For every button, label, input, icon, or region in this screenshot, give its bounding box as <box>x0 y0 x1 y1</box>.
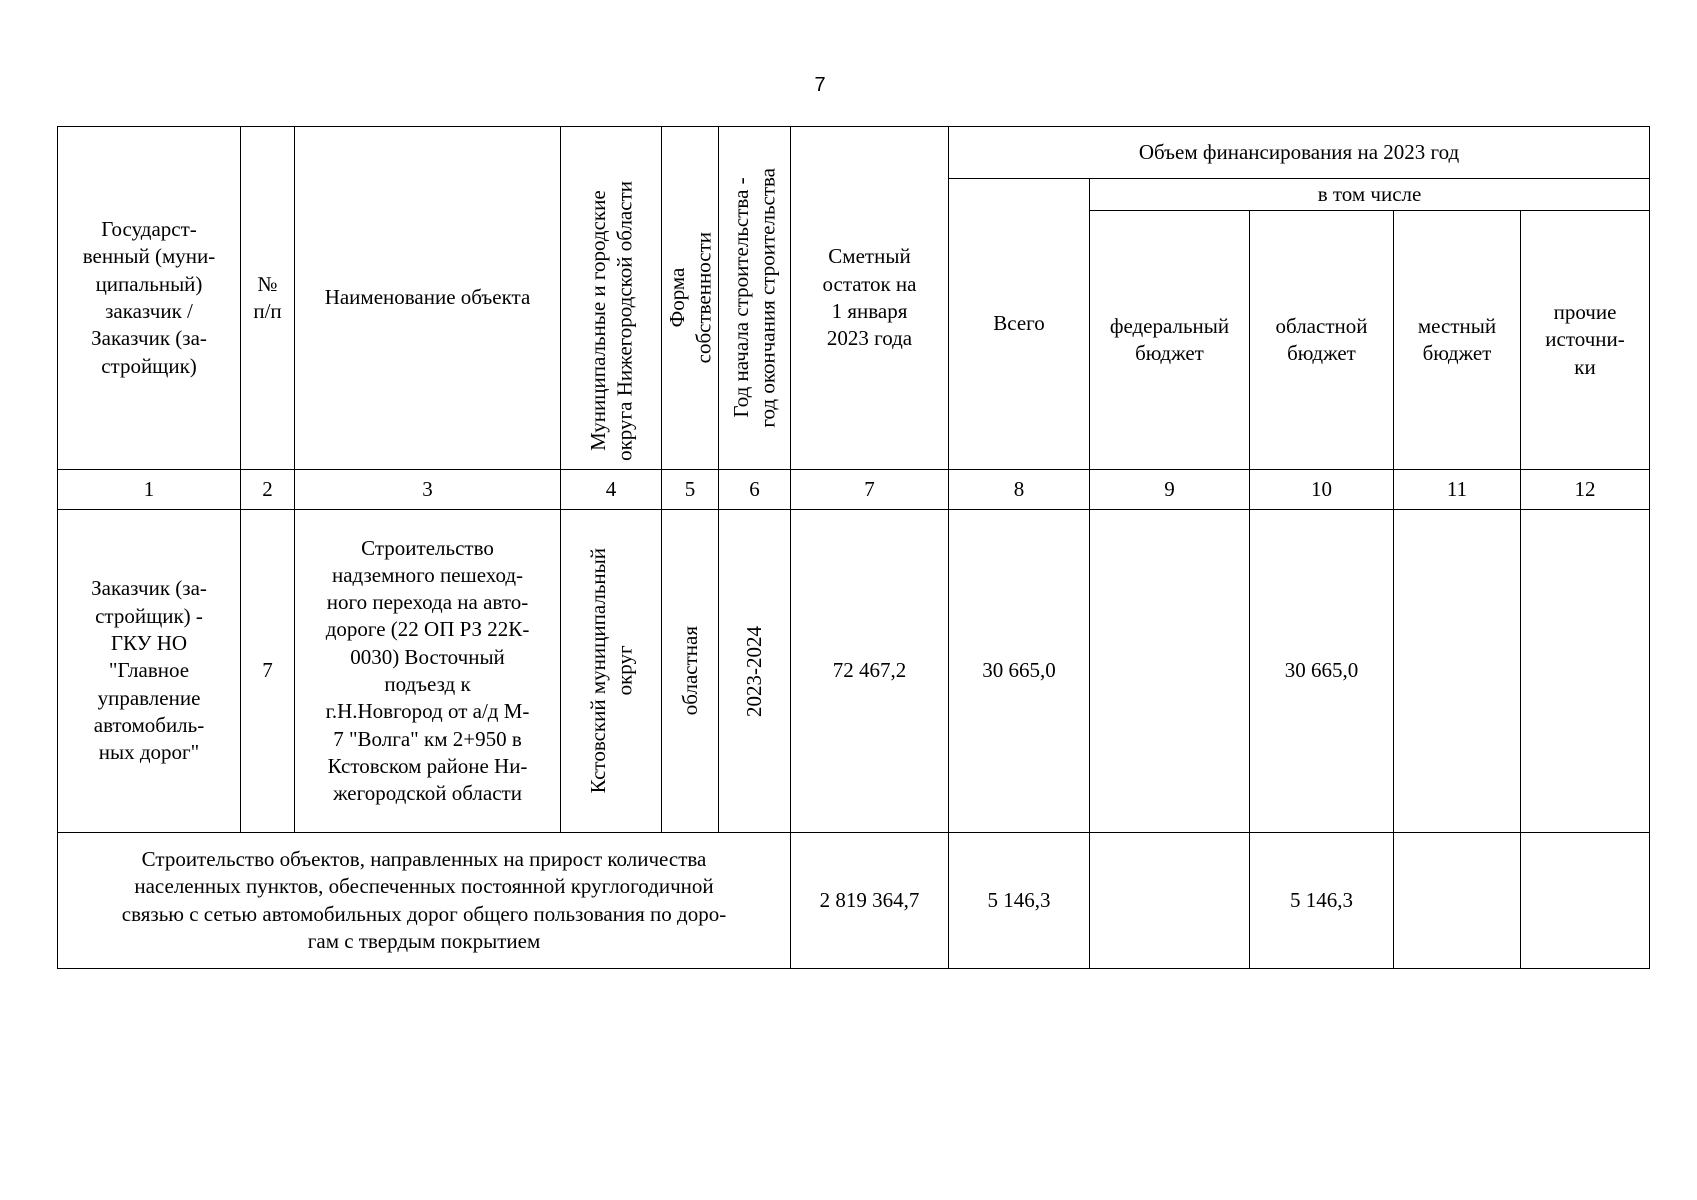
column-number: 4 <box>561 470 662 510</box>
row-municipality: Кстовский муниципальный округ <box>561 510 662 833</box>
column-number: 12 <box>1521 470 1650 510</box>
summary-row <box>58 833 1650 969</box>
row-other <box>1521 510 1650 833</box>
column-number: 5 <box>662 470 719 510</box>
header-federal: федеральный бюджет <box>1090 211 1250 470</box>
summary-other <box>1521 833 1650 969</box>
summary-label: Строительство объектов, направленных на прирост количества населенных пунктов, обеспеченных постоянной круглогодичной связью с сетью автомобильных дорог общего пользования по доро- гам с твердым покрытием <box>58 833 791 969</box>
row-years: 2023-2024 <box>719 510 791 833</box>
header-row-1 <box>58 127 1650 179</box>
header-municipality: Муниципальные и городские округа Нижегородской области <box>561 127 662 470</box>
summary-regional: 5 146,3 <box>1250 833 1394 969</box>
column-number: 8 <box>949 470 1090 510</box>
row-total: 30 665,0 <box>949 510 1090 833</box>
summary-total: 5 146,3 <box>949 833 1090 969</box>
summary-federal <box>1090 833 1250 969</box>
row-customer: Заказчик (за- стройщик) - ГКУ НО "Главное управление автомобиль- ных дорог" <box>58 510 241 833</box>
column-number: 2 <box>241 470 295 510</box>
header-ownership: Форма собственности <box>662 127 719 470</box>
header-customer: Государст- венный (муни- ципальный) заказчик / Заказчик (за- стройщик) <box>58 127 241 470</box>
column-number: 6 <box>719 470 791 510</box>
table-row <box>58 510 1650 833</box>
header-years: Год начала строительства - год окончания строительства <box>719 127 791 470</box>
summary-local <box>1394 833 1521 969</box>
page-number: 7 <box>814 74 826 96</box>
row-number: 7 <box>241 510 295 833</box>
header-regional: областной бюджет <box>1250 211 1394 470</box>
header-local: местный бюджет <box>1394 211 1521 470</box>
column-number: 3 <box>295 470 561 510</box>
column-number: 7 <box>791 470 949 510</box>
column-number: 9 <box>1090 470 1250 510</box>
row-local <box>1394 510 1521 833</box>
header-row-no: № п/п <box>241 127 295 470</box>
header-estimated-balance: Сметный остаток на 1 января 2023 года <box>791 127 949 470</box>
column-number-row <box>58 470 1650 510</box>
header-other: прочие источни- ки <box>1521 211 1650 470</box>
header-funding-title: Объем финансирования на 2023 год <box>949 127 1650 179</box>
row-federal <box>1090 510 1250 833</box>
header-total: Всего <box>949 179 1090 470</box>
summary-estimated-balance: 2 819 364,7 <box>791 833 949 969</box>
header-object-name: Наименование объекта <box>295 127 561 470</box>
row-estimated-balance: 72 467,2 <box>791 510 949 833</box>
column-number: 1 <box>58 470 241 510</box>
column-number: 11 <box>1394 470 1521 510</box>
row-object-name: Строительство надземного пешеход- ного перехода на авто- дороге (22 ОП РЗ 22К- 0030) Восточный подъезд к г.Н.Новгород от а/д М- 7 "Волга" км 2+950 в Кстовском районе Ни- жегородской области <box>295 510 561 833</box>
row-regional: 30 665,0 <box>1250 510 1394 833</box>
column-number: 10 <box>1250 470 1394 510</box>
header-including: в том числе <box>1090 179 1650 211</box>
row-ownership: областная <box>662 510 719 833</box>
financing-table <box>57 126 1650 969</box>
